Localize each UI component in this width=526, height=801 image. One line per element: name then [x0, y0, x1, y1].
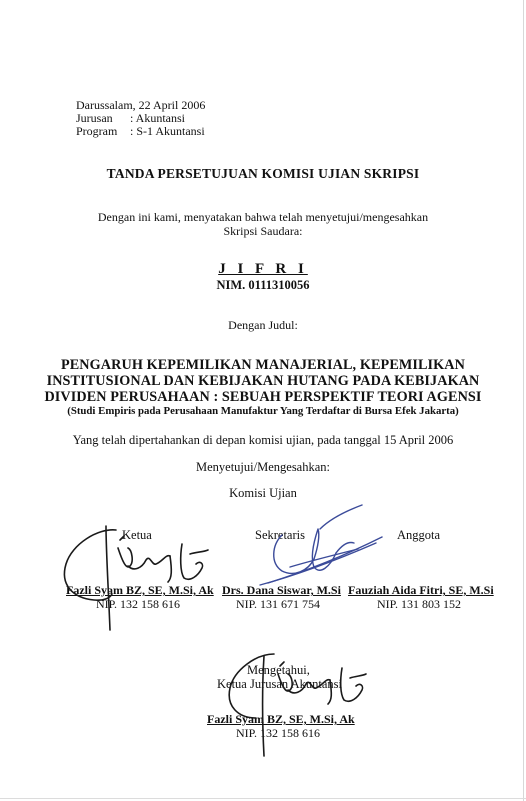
ketua-signature: [58, 520, 228, 635]
thesis-title-line-2: INSTITUSIONAL DAN KEBIJAKAN HUTANG PADA KEBIJAKAN: [46, 373, 480, 389]
document-title: TANDA PERSETUJUAN KOMISI UJIAN SKRIPSI: [106, 166, 420, 181]
approve-label: Menyetujui/Mengesahkan:: [196, 460, 330, 474]
acknowledge-role: Ketua Jurusan Akuntansi: [217, 677, 342, 691]
program-value: : S-1 Akuntansi: [130, 124, 205, 138]
anggota-name: Fauziah Aida Fitri, SE, M.Si: [348, 583, 494, 597]
sekretaris-name: Drs. Dana Siswar, M.Si: [222, 583, 341, 597]
ketua-name: Fazli Syam BZ, SE, M.Si, Ak: [66, 583, 214, 597]
defended-statement: Yang telah dipertahankan di depan komisi ujian, pada tanggal 15 April 2006: [72, 433, 454, 447]
place-date-text: Darussalam, 22 April 2006: [76, 98, 206, 112]
student-name: J I F R I: [218, 261, 308, 277]
acknowledge-signature: [200, 648, 370, 763]
program-label: Program: [76, 124, 118, 138]
role-sekretaris: Sekretaris: [255, 528, 305, 542]
intro-line-2: Skripsi Saudara:: [223, 224, 303, 238]
anggota-nip: NIP. 131 803 152: [377, 597, 462, 611]
thesis-title-line-3: DIVIDEN PERUSAHAAN : SEBUAH PERSPEKTIF TEORI AGENSI: [44, 389, 482, 405]
intro-line-1: Dengan ini kami, menyatakan bahwa telah menyetujui/mengesahkan: [97, 210, 429, 224]
student-nim: NIM. 0111310056: [216, 278, 310, 292]
page-edge: [0, 798, 526, 799]
jurusan-value: : Akuntansi: [130, 111, 186, 125]
thesis-title-line-1: PENGARUH KEPEMILIKAN MANAJERIAL, KEPEMILIKAN: [60, 357, 466, 373]
judul-label: Dengan Judul:: [228, 318, 298, 332]
committee-label: Komisi Ujian: [229, 486, 297, 500]
ketua-nip: NIP. 132 158 616: [96, 597, 181, 611]
acknowledge-nip: NIP. 132 158 616: [236, 726, 321, 740]
sekretaris-nip: NIP. 131 671 754: [236, 597, 321, 611]
role-ketua: Ketua: [122, 528, 152, 542]
thesis-subtitle: (Studi Empiris pada Perusahaan Manufaktur Yang Terdaftar di Bursa Efek Jakarta): [67, 405, 459, 417]
role-anggota: Anggota: [397, 528, 441, 542]
acknowledge-name: Fazli Syam BZ, SE, M.Si, Ak: [207, 712, 355, 726]
program-row: [76, 125, 205, 138]
acknowledge-label: Mengetahui,: [247, 663, 310, 677]
jurusan-label: Jurusan: [76, 111, 113, 125]
sekretaris-signature: [250, 505, 390, 600]
